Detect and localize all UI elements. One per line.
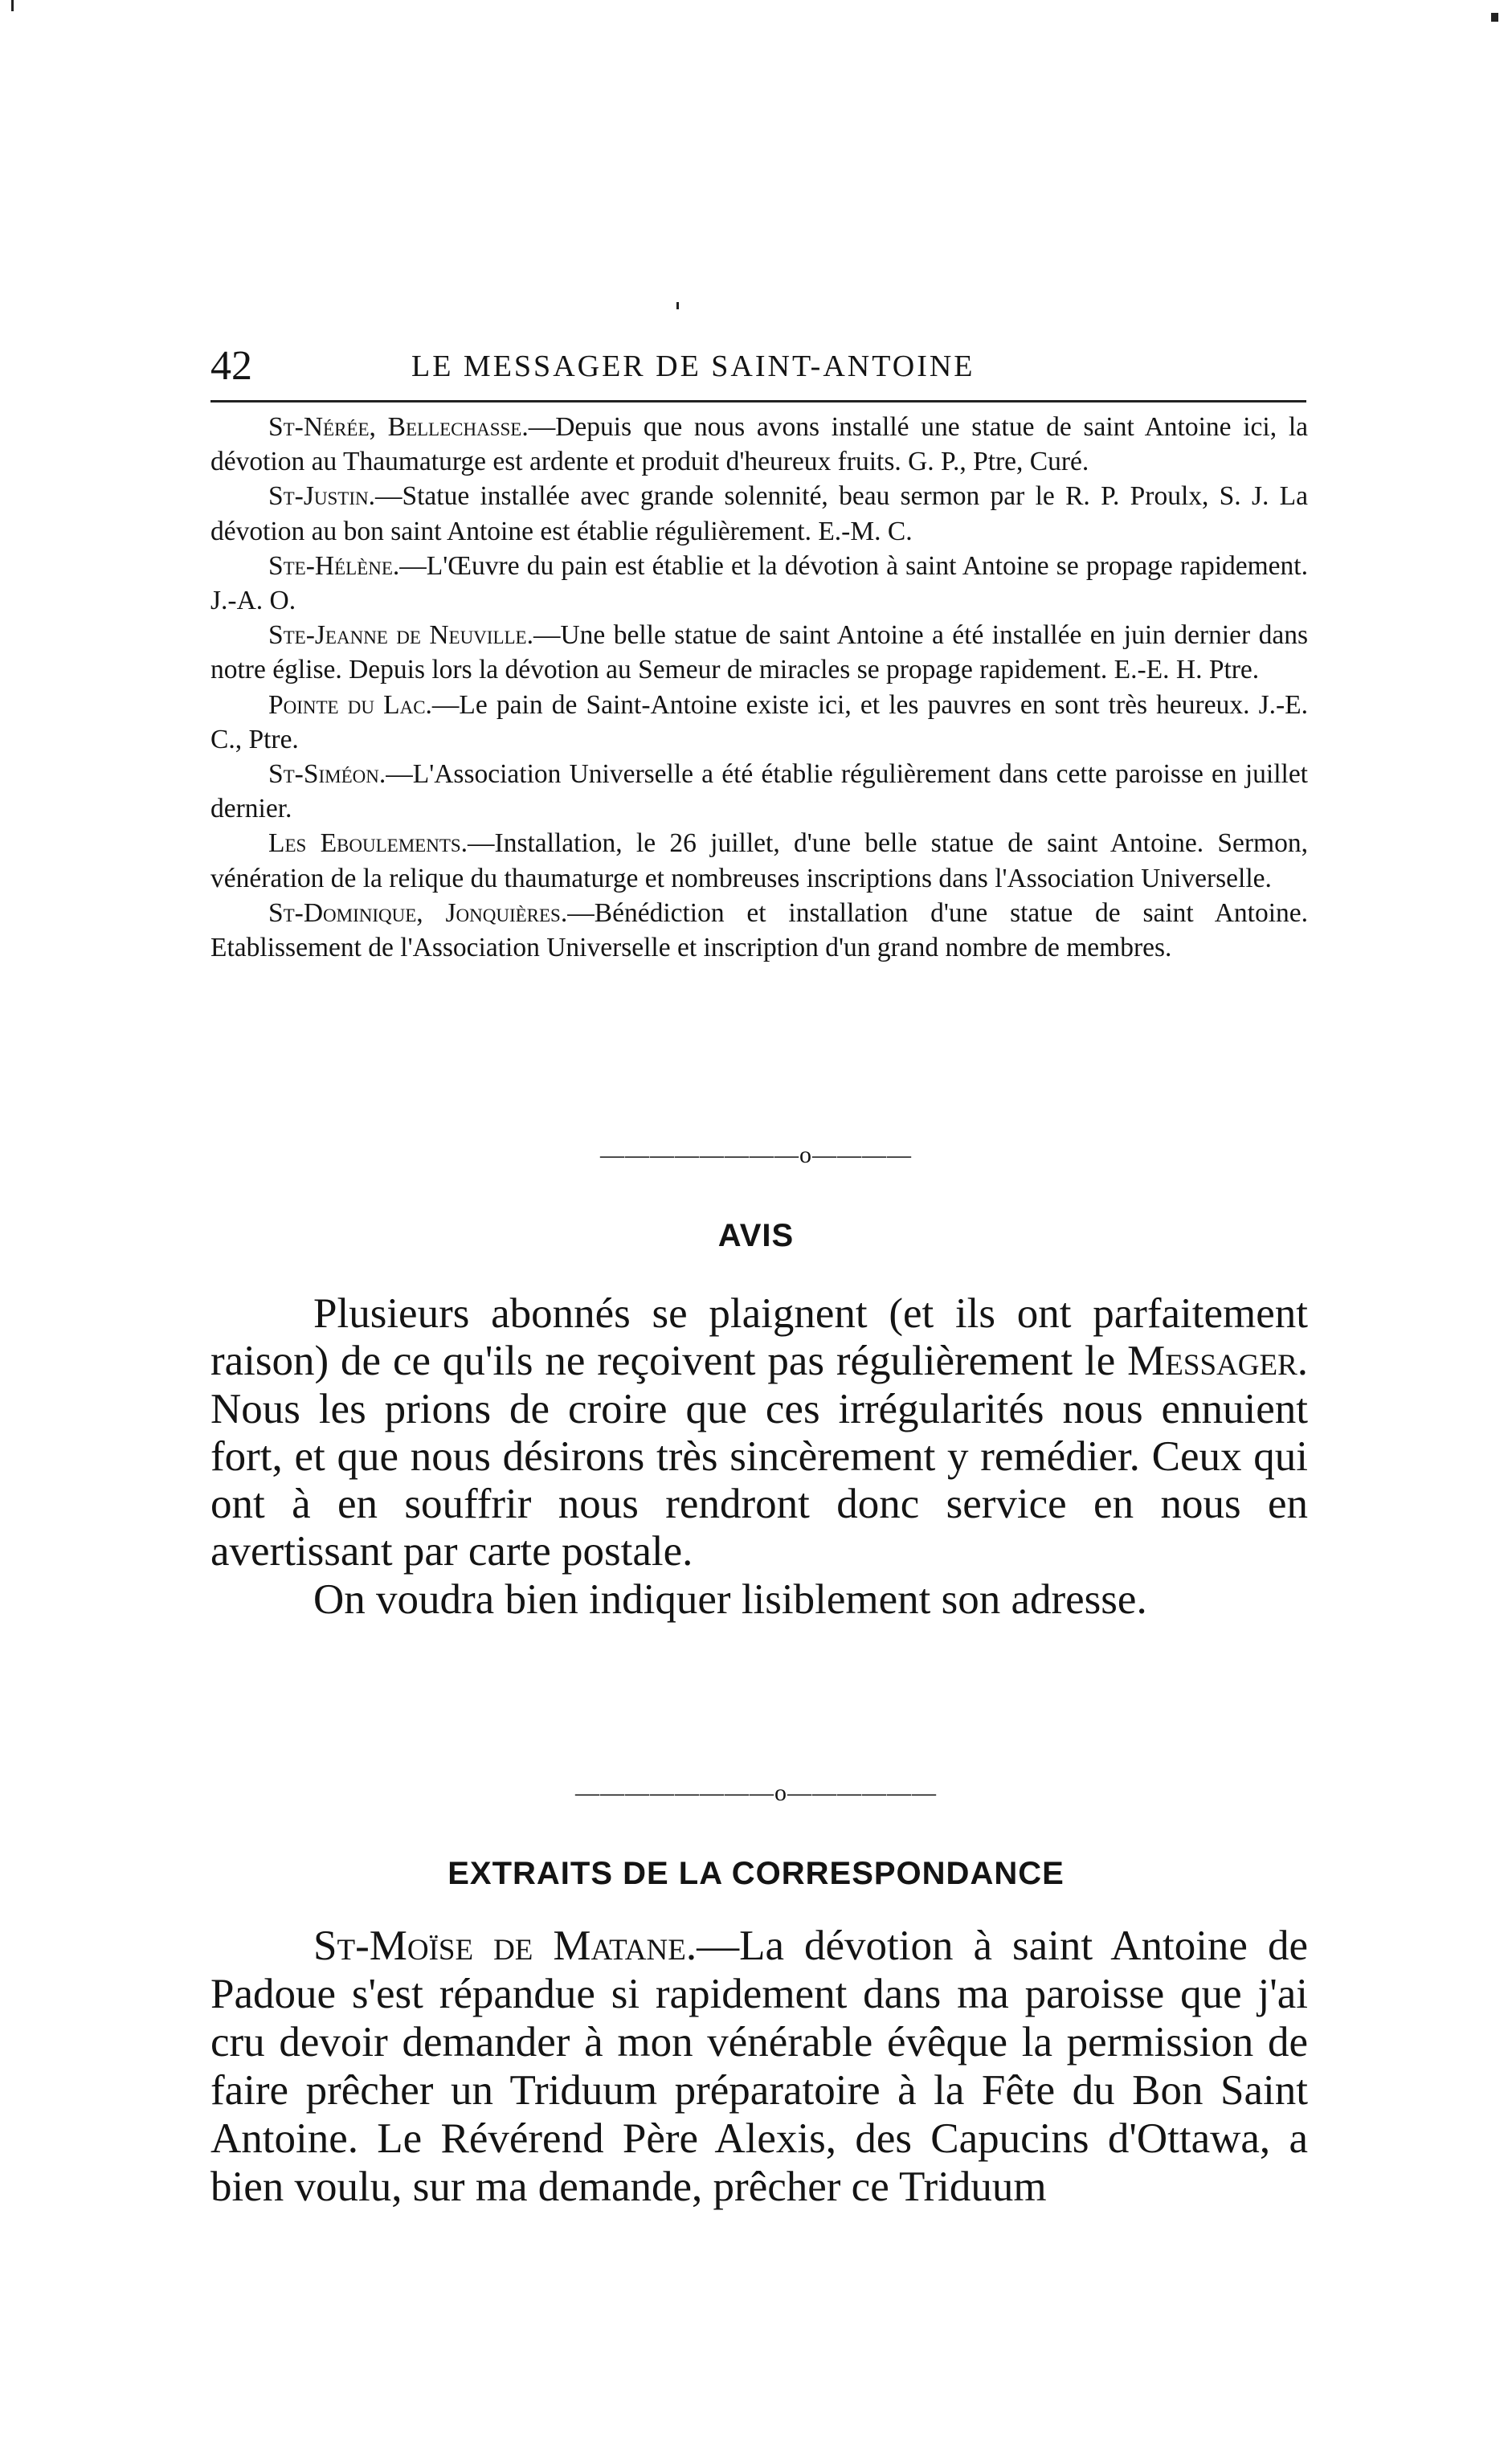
- note-paragraph: [210, 757, 1308, 826]
- header-rule: [210, 400, 1306, 402]
- note-place: St-Justin.: [268, 481, 375, 512]
- correspondence-place: St-Moïse de Matane.: [313, 1923, 697, 1969]
- scan-speck: [1491, 13, 1498, 22]
- note-text: —Bénédiction et installation d'une statue de saint Antoine. Etablissement de l'Association Universelle et inscription d'un grand nombre de membres.: [210, 897, 1309, 963]
- avis-paragraph: On voudra bien indiquer lisiblement son adresse.: [313, 1575, 1147, 1623]
- avis-body: [210, 1290, 1308, 1624]
- note-place: Ste-Jeanne de Neuville.: [268, 620, 533, 651]
- note-paragraph: [210, 549, 1308, 618]
- avis-term: Messager: [1127, 1338, 1297, 1385]
- note-text: —L'Association Universelle a été établie régulièrement dans cette paroisse en juillet dernier.: [210, 759, 1308, 824]
- avis-text: . Nous les prions de croire que ces irrégularités nous ennuient fort, et que nous désirons très sincèrement y remédier. Ceux qui ont à en souffrir nous rendront donc service en nous en avertissant par carte postale.: [210, 1338, 1308, 1575]
- page-number: 42: [210, 343, 252, 389]
- section-separator: ————————o————: [600, 1142, 912, 1168]
- note-paragraph: [210, 479, 1308, 548]
- correspondence-paragraph: [210, 1922, 1308, 2211]
- parish-notes: [210, 410, 1308, 965]
- note-place: St-Nérée, Bellechasse.: [268, 412, 529, 442]
- section-separator: ————————o——————: [575, 1780, 937, 1806]
- note-paragraph: [210, 688, 1308, 757]
- note-paragraph: [210, 618, 1308, 687]
- note-text: —Depuis que nous avons installé une statue de saint Antoine ici, la dévotion au Thaumaturge est ardente et produit d'heureux fruits. G. P., Ptre, Curé.: [210, 412, 1308, 477]
- correspondence-text: —La dévotion à saint Antoine de Padoue s'est répandue si rapidement dans ma paroisse que j'ai cru devoir demander à mon vénérable évêque la permission de faire prêcher un Triduum préparatoire à la Fête du Bon Saint Antoine. Le Révérend Père Alexis, des Capucins d'Ottawa, a bien voulu, sur ma demande, prêcher ce Triduum: [210, 1923, 1308, 2210]
- note-place: St-Dominique, Jonquières.: [268, 897, 568, 928]
- note-paragraph: [210, 896, 1308, 965]
- note-paragraph: [210, 826, 1308, 895]
- note-text: —Une belle statue de saint Antoine a été installée en juin dernier dans notre église. Depuis lors la dévotion au Semeur de miracles se propage rapidement. E.-E. H. Ptre.: [210, 620, 1308, 685]
- note-text: —Installation, le 26 juillet, d'une belle statue de saint Antoine. Sermon, vénération de la relique du thaumaturge et nombreuses inscriptions dans l'Association Universelle.: [210, 828, 1308, 893]
- scan-speck: [11, 0, 14, 11]
- correspondence-body: [210, 1922, 1308, 2211]
- note-text: —Le pain de Saint-Antoine existe ici, et les pauvres en sont très heureux. J.-E. C., Ptre.: [210, 689, 1308, 754]
- note-text: —Statue installée avec grande solennité, beau sermon par le R. P. Proulx, S. J. La dévotion au bon saint Antoine est établie régulièrement. E.-M. C.: [210, 481, 1308, 546]
- scan-speck: [676, 302, 679, 309]
- note-place: Ste-Hélène.: [268, 550, 400, 581]
- page-header: [210, 341, 1306, 392]
- running-title: LE MESSAGER DE SAINT-ANTOINE: [411, 349, 975, 383]
- avis-paragraph: [210, 1290, 1308, 1576]
- avis-heading: AVIS: [717, 1218, 795, 1253]
- avis-text: Plusieurs abonnés se plaignent (et ils ont parfaitement raison) de ce qu'ils ne reçoivent pas régulièrement le: [210, 1290, 1308, 1385]
- note-place: St-Siméon.: [268, 759, 386, 790]
- note-text: —L'Œuvre du pain est établie et la dévotion à saint Antoine se propage rapidement. J.-A. O.: [210, 550, 1308, 616]
- note-paragraph: [210, 410, 1308, 479]
- note-place: Les Eboulements.: [268, 828, 468, 859]
- note-place: Pointe du Lac.: [268, 689, 432, 720]
- correspondence-heading: EXTRAITS DE LA CORRESPONDANCE: [447, 1856, 1065, 1891]
